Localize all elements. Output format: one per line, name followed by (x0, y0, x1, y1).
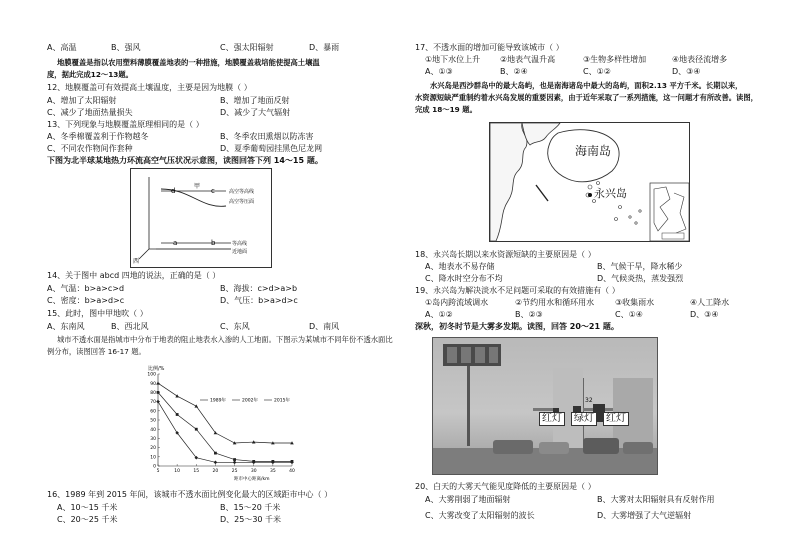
q15-option-a: A、东南风 (47, 322, 85, 331)
intro-14-15: 下图为北半球某地热力环流高空气压状况示意图，读图回答下列 14～15 题。 (47, 156, 323, 165)
map-label-hainan: 海南岛 (575, 144, 612, 158)
chart-point (252, 460, 255, 463)
chart-point (233, 458, 236, 461)
q14-option-c: C、密度：b>a>d>c (47, 296, 125, 305)
chart-point (214, 452, 217, 455)
fig1-ground-label: 近地面 (232, 249, 248, 255)
q20-option-a: A、大雾削弱了地面辐射 (425, 495, 511, 504)
q18-option-d: D、气候炎热，蒸发强烈 (597, 274, 684, 283)
fig1-label-a: a (173, 239, 178, 247)
question-15: 15、此时，图中甲地吹（ ） (47, 309, 148, 318)
intro-12-13-line2: 度，据此完成12～13题。 (47, 70, 133, 79)
q20-option-d: D、大雾增强了大气逆辐射 (597, 511, 692, 520)
q16-option-b: B、15～20 千米 (220, 503, 281, 512)
fig1-label-d: d (171, 187, 176, 195)
q19-option-a: A、①② (425, 310, 453, 319)
q14-option-a: A、气温：b>a>c>d (47, 284, 125, 293)
chart-y-tick-label: 20 (150, 446, 156, 452)
q19-item-4: ④人工降水 (690, 298, 730, 307)
chart-x-tick-label: 25 (231, 469, 238, 474)
intro-16-17-line1: 城市不透水面是指城市中分布于地表的阻止地表水入渗的人工地面。下图示为某城市不同年份不透水面比 (57, 335, 393, 344)
q17-option-c: C、①② (583, 67, 611, 76)
q19-item-3: ③收集雨水 (615, 298, 655, 307)
q18-option-c: C、降水时空分布不均 (425, 274, 503, 283)
fig1-upper-isobar-label: 高空等压面 (229, 199, 255, 205)
chart-x-tick-label: 40 (289, 469, 295, 474)
fig1-west-label: 西 (133, 258, 140, 265)
intro-12-13-line1: 地膜覆盖是指以农用塑料薄膜覆盖地表的一种措施，地膜覆盖栽培能使提高土壤温 (57, 58, 320, 67)
chart-y-tick-label: 80 (150, 391, 156, 396)
q17-item-4: ④地表径流增多 (672, 55, 728, 64)
chart-point (233, 461, 237, 465)
q14-option-d: D、气压：b>a>d>c (220, 296, 298, 305)
q12-option-b: B、增加了地面反射 (220, 96, 290, 105)
chart-x-tick-label: 35 (269, 469, 276, 474)
q16-option-d: D、25～30 千米 (220, 515, 282, 524)
question-20: 20、白天的大雾天气能见度降低的主要原因是（ ） (415, 482, 596, 491)
question-14: 14、关于图中 abcd 四地的说法，正确的是（ ） (47, 271, 221, 280)
chart-y-tick-label: 60 (150, 409, 156, 415)
chart-x-tick-label: 10 (174, 469, 181, 474)
q19-item-2: ②节约用水和循环用水 (515, 298, 595, 307)
chart-y-tick-label: 90 (150, 381, 156, 387)
chart-point (156, 400, 160, 404)
chart-y-tick-label: 100 (147, 372, 156, 378)
q13-option-a: A、冬季棉覆盖利于作物越冬 (47, 132, 149, 141)
q20-option-b: B、大雾对太阳辐射具有反射作用 (597, 495, 715, 504)
chart-xlabel: 距市中心距离/km (234, 477, 270, 482)
q13-option-b: B、冬季农田熏烟以防冻害 (220, 132, 314, 141)
intro-18-19-line2: 水资源短缺严重制约着水兴岛发展的重要因素，由于近年采取了一系列措施，这一问题才有所改善。读图， (415, 93, 758, 102)
intro-18-19-line1: 水兴岛是西沙群岛中的最大岛屿，也是南海诸岛中最大的岛屿，面积2.13 平方千米。长期以来， (430, 81, 743, 90)
chart-point (157, 391, 160, 394)
q19-option-c: C、①④ (615, 310, 643, 319)
intro-20-21: 深秋，初冬时节是大雾多发期。读图，回答 20～21 题。 (415, 322, 619, 331)
chart-point (195, 428, 198, 431)
fig1-upper-isoline-label: 高空等高线 (229, 189, 255, 195)
chart-legend-label: 2015年 (274, 398, 290, 404)
hainan-map (489, 122, 690, 242)
question-12: 12、地膜覆盖可有效提高土壤温度，主要是因为地膜（ ） (47, 83, 252, 92)
traffic-light-label-1: 红灯 (539, 412, 565, 426)
chart-legend-label: 1989年 (210, 398, 226, 404)
fig1-label-c: c (211, 187, 215, 195)
circulation-figure (130, 168, 272, 268)
traffic-light-label-3: 红灯 (603, 412, 629, 426)
chart-y-tick-label: 10 (150, 455, 156, 461)
chart-point (271, 460, 274, 463)
map-label-yongxing: 永兴岛 (594, 187, 627, 200)
fig1-label-b: b (211, 239, 216, 247)
chart-x-tick-label: 5 (156, 469, 160, 474)
countdown-display: 32 (585, 397, 593, 404)
q15-option-c: C、东风 (220, 322, 250, 331)
question-18: 18、永兴岛长期以来水资源短缺的主要原因是（ ） (415, 250, 596, 259)
yongxing-marker-icon (588, 193, 592, 197)
fog-photo (432, 337, 658, 475)
q12-option-d: D、减少了大气辐射 (220, 108, 291, 117)
chart-point (214, 461, 218, 465)
chart-y-tick-label: 0 (153, 464, 156, 470)
fig1-isoline-label: 等高线 (232, 241, 248, 247)
question-16: 16、1989 年到 2015 年间，该城市不透水面比例变化最大的区域距市中心（ ） (47, 490, 333, 499)
q12-option-c: C、减少了地面热量损失 (47, 108, 133, 117)
chart-point (291, 460, 294, 463)
chart-x-tick-label: 30 (250, 469, 257, 474)
chart-series-line-0 (158, 402, 292, 463)
chart-x-tick-label: 20 (212, 469, 219, 474)
q18-option-a: A、地表水不易存储 (425, 262, 495, 271)
q17-option-d: D、③④ (672, 67, 701, 76)
q17-option-a: A、①③ (425, 67, 453, 76)
q20-option-c: C、大雾改变了太阳辐射的波长 (425, 511, 535, 520)
q15-option-b: B、西北风 (111, 322, 149, 331)
q16-option-c: C、20～25 千米 (57, 515, 118, 524)
q19-item-1: ①岛内跨流域调水 (425, 298, 489, 307)
q11-option-d: D、暴雨 (309, 43, 340, 52)
chart-point (176, 413, 179, 416)
q14-option-b: B、海拔：c>d>a>b (220, 284, 298, 293)
q11-option-a: A、高温 (47, 43, 77, 52)
chart-y-tick-label: 30 (150, 437, 156, 442)
chart-x-tick-label: 15 (193, 469, 200, 474)
q17-item-2: ②地表气温升高 (500, 55, 556, 64)
chart-ylabel: 比例/% (148, 366, 165, 372)
fig1-label-jia: 甲 (194, 183, 201, 190)
q12-option-a: A、增加了太阳辐射 (47, 96, 117, 105)
q17-item-1: ①地下水位上升 (425, 55, 481, 64)
chart-y-tick-label: 50 (150, 418, 156, 424)
chart-point (194, 404, 198, 407)
chart-legend-label: 2002年 (242, 398, 258, 404)
q13-option-d: D、夏季葡萄园挂黑色尼龙网 (220, 144, 323, 153)
chart-point (175, 394, 179, 397)
question-13: 13、下列现象与地膜覆盖原理相同的是（ ） (47, 120, 204, 129)
impervious-surface-chart (140, 362, 300, 482)
q16-option-a: A、10～15 千米 (57, 503, 118, 512)
q18-option-b: B、气候干旱，降水稀少 (597, 262, 683, 271)
q15-option-d: D、南风 (309, 322, 340, 331)
chart-y-tick-label: 40 (150, 427, 156, 433)
intro-18-19-line3: 完成 18～19 题。 (415, 105, 477, 114)
traffic-light-label-2: 绿灯 (571, 412, 597, 426)
q19-option-b: B、②③ (515, 310, 543, 319)
q17-option-b: B、②④ (500, 67, 528, 76)
q19-option-d: D、③④ (690, 310, 719, 319)
chart-y-tick-label: 70 (150, 400, 156, 406)
intro-16-17-line2: 例分布，读图回答 16-17 题。 (47, 347, 146, 356)
q17-item-3: ③生物多样性增加 (583, 55, 647, 64)
q11-option-c: C、强太阳辐射 (220, 43, 274, 52)
question-19: 19、永兴岛为解决淡水不足问题可采取的有效措施有（ ） (415, 286, 620, 295)
question-17: 17、不透水面的增加可能导致该城市（ ） (415, 43, 564, 52)
q11-option-b: B、强风 (111, 43, 141, 52)
q13-option-c: C、不同农作物间作套种 (47, 144, 133, 153)
